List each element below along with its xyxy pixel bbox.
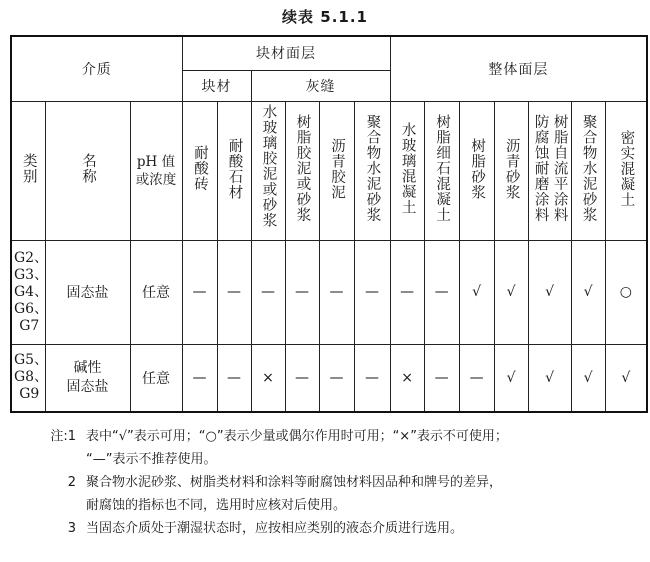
header-medium: 介质 — [11, 36, 182, 101]
col-header-dense-concrete: 密实混凝土 — [605, 101, 647, 240]
notes-label: 注: — [50, 429, 68, 444]
row-category: G2、 G3、 G4、 G6、 G7 — [11, 240, 45, 344]
cell-value: √ — [494, 240, 528, 344]
row-name: 固态盐 — [45, 240, 130, 344]
note-number: 3 — [67, 521, 76, 536]
cell-value: ○ — [605, 240, 647, 344]
note-number: 2 — [67, 475, 76, 490]
col-header-resin-mortar-surface: 树脂砂浆 — [459, 101, 494, 240]
cell-value: — — [319, 344, 354, 412]
table-caption: 续表 5.1.1 — [282, 8, 368, 26]
row-ph: 任意 — [130, 344, 182, 412]
note-number: 1 — [67, 429, 76, 444]
cell-value: — — [354, 240, 390, 344]
note-1-continued: “—”表示不推荐使用。 — [86, 452, 217, 467]
note-text: 当固态介质处于潮湿状态时，应按相应类别的液态介质进行选用。 — [86, 521, 464, 536]
col-header-category: 类别 — [11, 101, 45, 240]
col-header-water-glass-mortar: 水玻璃胶泥或砂浆 — [251, 101, 285, 240]
col-header-acid-brick: 耐酸砖 — [182, 101, 217, 240]
cell-value: — — [217, 240, 251, 344]
row-name: 碱性 固态盐 — [45, 344, 130, 412]
note-text: 表中“√”表示可用；“○”表示少量或偶尔作用时可用；“×”表示不可使用； — [86, 429, 508, 444]
row-ph: 任意 — [130, 240, 182, 344]
cell-value: × — [390, 344, 424, 412]
cell-value: — — [285, 240, 319, 344]
col-header-polymer-cement-mortar: 聚合物水泥砂浆 — [571, 101, 605, 240]
note-text: 聚合物水泥砂浆、树脂类材料和涂料等耐腐蚀材料因品种和牌号的差异， — [86, 475, 503, 490]
col-header-resin-self-leveling: 树脂自流平涂料 — [551, 114, 568, 223]
cell-value: √ — [605, 344, 647, 412]
cell-value: — — [251, 240, 285, 344]
cell-value: — — [217, 344, 251, 412]
col-header-name: 名称 — [45, 101, 130, 240]
corrosion-material-table — [10, 35, 648, 413]
cell-value: √ — [528, 344, 571, 412]
header-joint: 灰缝 — [251, 70, 390, 101]
table-row — [11, 344, 647, 412]
cell-value: — — [182, 240, 217, 344]
cell-value: × — [251, 344, 285, 412]
col-header-coatings — [528, 101, 571, 240]
note-1 — [34, 425, 650, 448]
col-header-ph: pH 值或浓度 — [130, 101, 182, 240]
row-category: G5、 G8、 G9 — [11, 344, 45, 412]
col-header-anticorrosion-wear-coating: 防腐蚀耐磨涂料 — [532, 114, 549, 223]
col-header-asphalt-clay: 沥青胶泥 — [319, 101, 354, 240]
cell-value: √ — [494, 344, 528, 412]
cell-value: — — [319, 240, 354, 344]
header-block-surface: 块材面层 — [182, 36, 390, 70]
table-notes — [34, 425, 650, 540]
header-monolithic-surface: 整体面层 — [390, 36, 647, 101]
note-3 — [34, 517, 650, 540]
header-block: 块材 — [182, 70, 251, 101]
cell-value: — — [424, 240, 459, 344]
cell-value: √ — [571, 240, 605, 344]
cell-value: — — [354, 344, 390, 412]
cell-value: √ — [459, 240, 494, 344]
cell-value: — — [424, 344, 459, 412]
cell-value: — — [390, 240, 424, 344]
note-2-continued: 耐腐蚀的指标也不同，选用时应核对后使用。 — [86, 498, 347, 513]
cell-value: — — [285, 344, 319, 412]
col-header-asphalt-mortar: 沥青砂浆 — [494, 101, 528, 240]
table-row — [11, 240, 647, 344]
col-header-resin-fine-concrete: 树脂细石混凝土 — [424, 101, 459, 240]
col-header-acid-stone: 耐酸石材 — [217, 101, 251, 240]
cell-value: — — [182, 344, 217, 412]
col-header-polymer-cement-mortar-joint: 聚合物水泥砂浆 — [354, 101, 390, 240]
cell-value: √ — [528, 240, 571, 344]
cell-value: — — [459, 344, 494, 412]
cell-value: √ — [571, 344, 605, 412]
note-2 — [34, 471, 650, 494]
col-header-water-glass-concrete: 水玻璃混凝土 — [390, 101, 424, 240]
col-header-resin-mortar: 树脂胶泥或砂浆 — [285, 101, 319, 240]
